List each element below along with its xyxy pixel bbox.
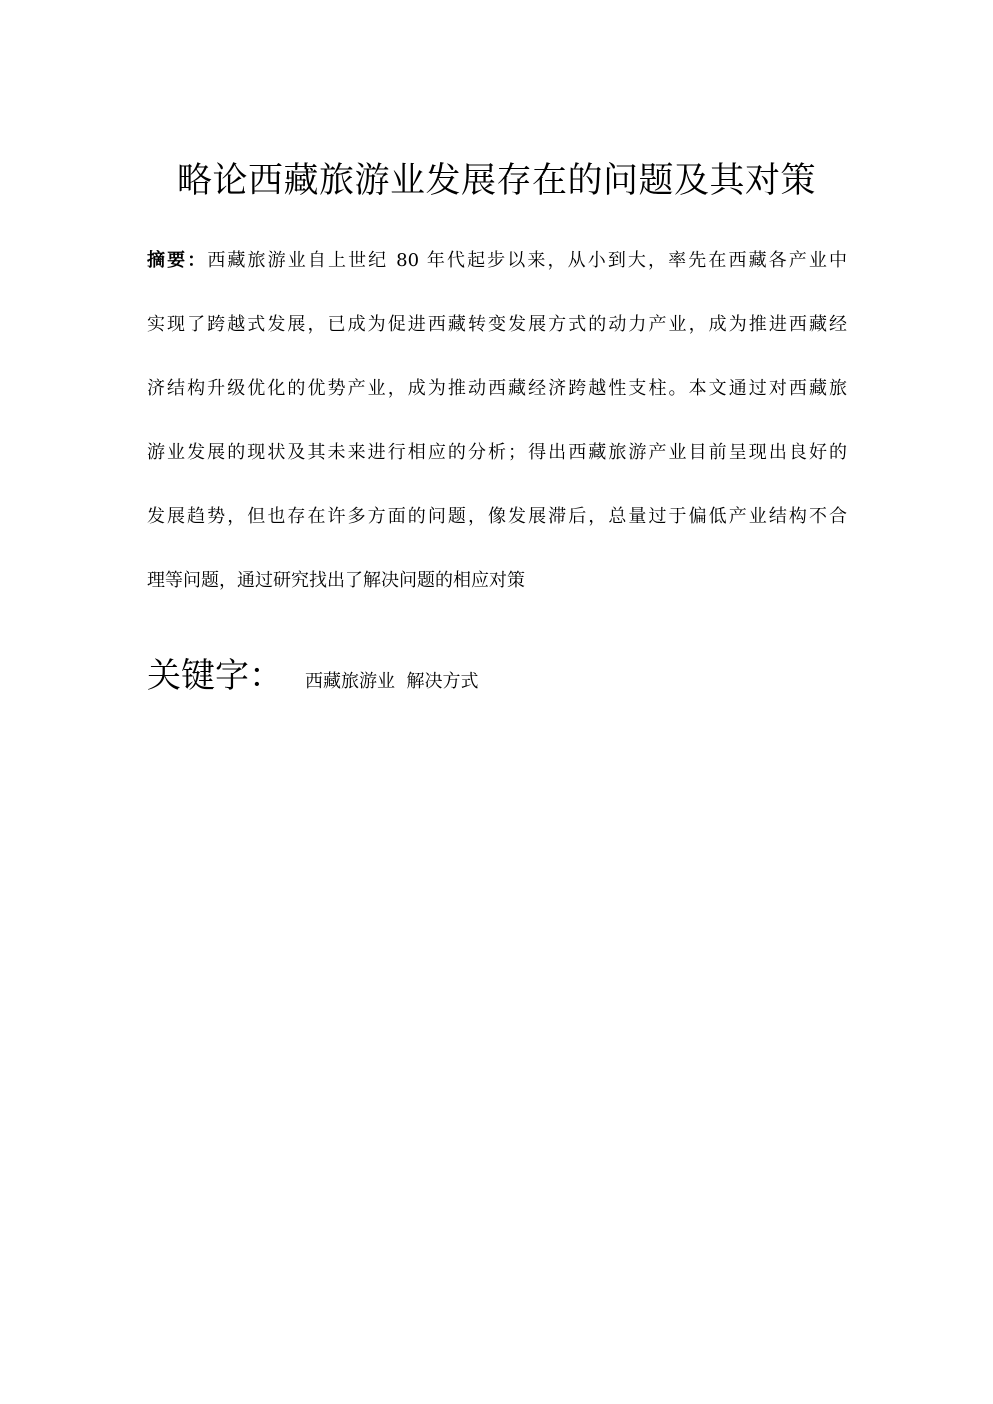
abstract-line-4: 游业发展的现状及其未来进行相应的分析；得出西藏旅游产业目前呈现出良好的 (147, 442, 847, 463)
abstract-line-5: 发展趋势，但也存在许多方面的问题，像发展滞后，总量过于偏低产业结构不合 (147, 506, 847, 527)
abstract-label: 摘要： (147, 250, 208, 271)
keywords-section (147, 652, 478, 706)
abstract-section (147, 250, 847, 634)
document-title: 略论西藏旅游业发展存在的问题及其对策 (176, 161, 816, 201)
abstract-line-3: 济结构升级优化的优势产业，成为推动西藏经济跨越性支柱。本文通过对西藏旅 (147, 378, 847, 399)
abstract-line-1 (147, 250, 847, 272)
abstract-text: 西藏旅游业自上世纪 80 年代起步以来，从小到大，率先在西藏各产业中 (207, 250, 847, 271)
keywords-label: 关键字： (147, 656, 283, 696)
keywords-values: 西藏旅游业 解决方式 (305, 671, 479, 692)
abstract-line-6: 理等问题，通过研究找出了解决问题的相应对策 (147, 570, 525, 591)
abstract-line-2: 实现了跨越式发展，已成为促进西藏转变发展方式的动力产业，成为推进西藏经 (147, 314, 847, 335)
